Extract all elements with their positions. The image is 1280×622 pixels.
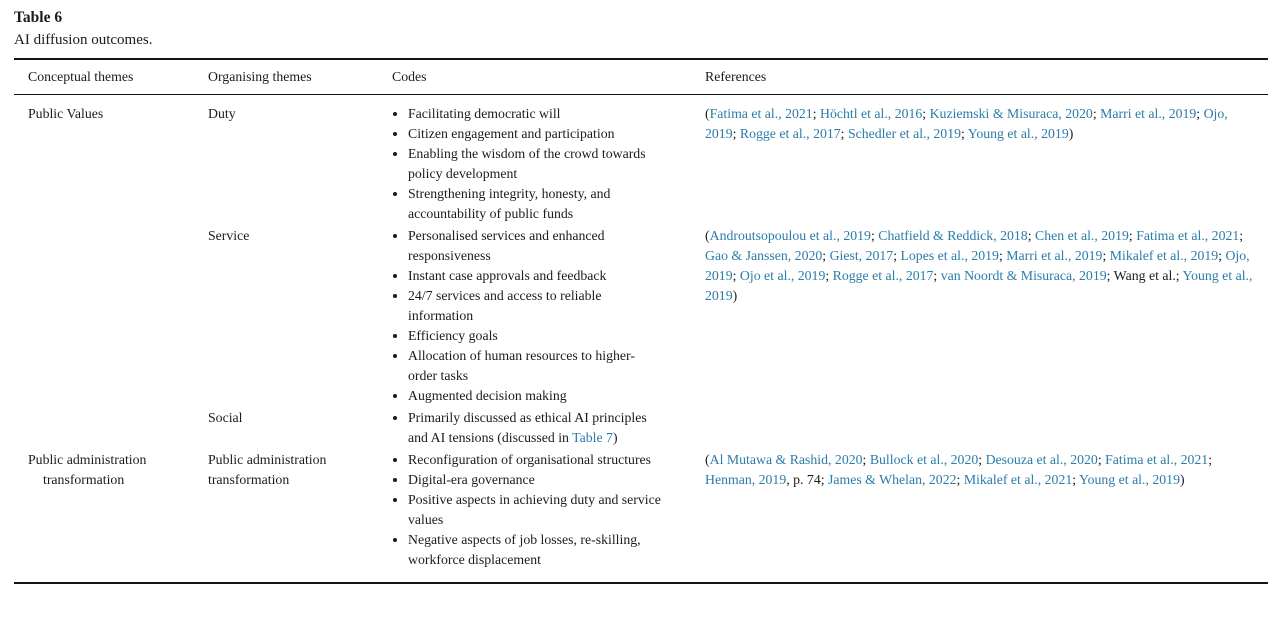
- citation-link[interactable]: Young et al., 2019: [1079, 472, 1180, 487]
- code-item: • Augmented decision making: [408, 386, 664, 406]
- citation-link[interactable]: van Noordt & Misuraca, 2019: [940, 268, 1107, 283]
- codes-cell: [378, 224, 691, 406]
- citation-link[interactable]: Al Mutawa & Rashid, 2020: [709, 452, 863, 467]
- citation-link[interactable]: Fatima et al., 2021: [709, 106, 813, 121]
- code-item: • Enabling the wisdom of the crowd towards policy development: [408, 144, 664, 184]
- references-cell: [691, 224, 1268, 406]
- citation-link[interactable]: Androutsopoulou et al., 2019: [709, 228, 871, 243]
- text-segment: ;: [825, 268, 833, 283]
- text-segment: ;: [732, 268, 740, 283]
- text-segment: ;: [978, 452, 986, 467]
- citation-link[interactable]: Marri et al., 2019: [1100, 106, 1197, 121]
- codes-list: [392, 226, 664, 406]
- text-segment: (: [705, 452, 710, 467]
- column-header-references: References: [691, 59, 1268, 95]
- text-segment: ): [1179, 472, 1185, 487]
- text-segment: ;: [840, 126, 848, 141]
- citation-link[interactable]: Marri et al., 2019: [1006, 248, 1103, 263]
- citation-link[interactable]: Fatima et al., 2021: [1105, 452, 1209, 467]
- text-segment: ;: [1239, 228, 1244, 243]
- conceptual-theme-cell: [14, 448, 194, 583]
- citation-link[interactable]: Mikalef et al., 2021: [963, 472, 1073, 487]
- text-segment: ;: [1128, 228, 1137, 243]
- citation-link[interactable]: Young et al., 2019: [967, 126, 1069, 141]
- code-item: • 24/7 services and access to reliable information: [408, 286, 664, 326]
- text-segment: (: [705, 228, 710, 243]
- organising-theme-cell: Public administration transformation: [208, 452, 327, 487]
- text-segment: ;: [1208, 452, 1213, 467]
- citation-link[interactable]: Henman, 2019: [705, 472, 787, 487]
- text-segment: ): [612, 430, 618, 445]
- text-segment: ;: [1092, 106, 1101, 121]
- citation-link[interactable]: Chatfield & Reddick, 2018: [878, 228, 1028, 243]
- codes-cell: [378, 448, 691, 583]
- column-header-codes: Codes: [378, 59, 691, 95]
- code-item: • Personalised services and enhanced responsiveness: [408, 226, 664, 266]
- citation-link[interactable]: Young et al., 2019: [705, 268, 1253, 303]
- text-segment: ; Wang et al.;: [1106, 268, 1183, 283]
- codes-list: [392, 104, 664, 224]
- column-header-organising-themes: Organising themes: [194, 59, 378, 95]
- code-item: [408, 408, 664, 448]
- codes-list: [392, 450, 664, 570]
- citation-link[interactable]: Chen et al., 2019: [1035, 228, 1129, 243]
- code-item: • Facilitating democratic will: [408, 104, 664, 124]
- table-row: [14, 406, 1268, 448]
- text-segment: ): [732, 288, 738, 303]
- citation-link[interactable]: Giest, 2017: [829, 248, 894, 263]
- text-segment: ;: [933, 268, 941, 283]
- citation-link[interactable]: Fatima et al., 2021: [1136, 228, 1240, 243]
- text-segment: Primarily discussed as ethical AI principles and AI tensions (discussed in: [408, 410, 647, 445]
- code-item: • Efficiency goals: [408, 326, 664, 346]
- table-7-link[interactable]: Table 7: [572, 430, 613, 445]
- text-segment: ;: [961, 126, 968, 141]
- citation-link[interactable]: Ojo, 2019: [705, 106, 1228, 141]
- code-item: • Instant case approvals and feedback: [408, 266, 664, 286]
- organising-theme-cell: Duty: [208, 106, 236, 121]
- organising-theme-cell: Social: [208, 410, 243, 425]
- citation-link[interactable]: Ojo, 2019: [705, 248, 1250, 283]
- text-segment: ;: [732, 126, 740, 141]
- citation-link[interactable]: Rogge et al., 2017: [739, 126, 841, 141]
- citation-link[interactable]: Ojo et al., 2019: [739, 268, 826, 283]
- text-segment: ;: [1218, 248, 1226, 263]
- citation-link[interactable]: Höchtl et al., 2016: [819, 106, 923, 121]
- codes-cell: [378, 406, 691, 448]
- code-item: • Digital-era governance: [408, 470, 664, 490]
- citation-link[interactable]: Kuziemski & Misuraca, 2020: [929, 106, 1093, 121]
- column-header-conceptual-themes: Conceptual themes: [14, 59, 194, 95]
- code-item: • Citizen engagement and participation: [408, 124, 664, 144]
- references-cell: [691, 95, 1268, 225]
- text-segment: ;: [893, 248, 901, 263]
- citation-link[interactable]: Gao & Janssen, 2020: [705, 248, 823, 263]
- text-segment: ;: [922, 106, 930, 121]
- organising-theme-cell: Service: [208, 228, 250, 243]
- citation-link[interactable]: James & Whelan, 2022: [828, 472, 957, 487]
- table-row: [14, 448, 1268, 583]
- text-segment: ): [1068, 126, 1074, 141]
- text-segment: ;: [1097, 452, 1106, 467]
- text-segment: ;: [870, 228, 879, 243]
- references-cell: [691, 448, 1268, 583]
- code-item: • Allocation of human resources to higher-order tasks: [408, 346, 664, 386]
- text-segment: , p. 74;: [786, 472, 829, 487]
- citation-link[interactable]: Rogge et al., 2017: [832, 268, 934, 283]
- citation-link[interactable]: Mikalef et al., 2019: [1109, 248, 1219, 263]
- table-title: Table 6: [14, 9, 63, 26]
- text-segment: ;: [956, 472, 964, 487]
- conceptual-theme-label: Public administration transformation: [28, 452, 147, 487]
- table-row: [14, 224, 1268, 406]
- text-segment: ;: [998, 248, 1007, 263]
- code-item: • Strengthening integrity, honesty, and accountability of public funds: [408, 184, 664, 224]
- table-row: [14, 95, 1268, 225]
- table-header-row: [14, 59, 1268, 95]
- conceptual-theme-cell: [14, 95, 194, 449]
- ai-diffusion-outcomes-table: [14, 58, 1268, 584]
- conceptual-theme-label: Public Values: [28, 106, 104, 121]
- text-segment: ;: [1027, 228, 1035, 243]
- citation-link[interactable]: Lopes et al., 2019: [900, 248, 999, 263]
- text-segment: ;: [812, 106, 820, 121]
- code-item: • Reconfiguration of organisational structures: [408, 450, 664, 470]
- citation-link[interactable]: Desouza et al., 2020: [985, 452, 1098, 467]
- codes-list: [392, 408, 664, 448]
- text-segment: ;: [1072, 472, 1080, 487]
- citation-link[interactable]: Schedler et al., 2019: [847, 126, 961, 141]
- text-segment: ;: [862, 452, 870, 467]
- code-item: • Negative aspects of job losses, re-skilling, workforce displacement: [408, 530, 664, 570]
- text-segment: ;: [1102, 248, 1110, 263]
- table-caption: AI diffusion outcomes.: [14, 32, 153, 48]
- codes-cell: [378, 95, 691, 225]
- citation-link[interactable]: Bullock et al., 2020: [869, 452, 979, 467]
- text-segment: ;: [822, 248, 830, 263]
- references-cell: [691, 406, 1268, 448]
- text-segment: (: [705, 106, 710, 121]
- code-item: • Positive aspects in achieving duty and service values: [408, 490, 664, 530]
- text-segment: ;: [1196, 106, 1204, 121]
